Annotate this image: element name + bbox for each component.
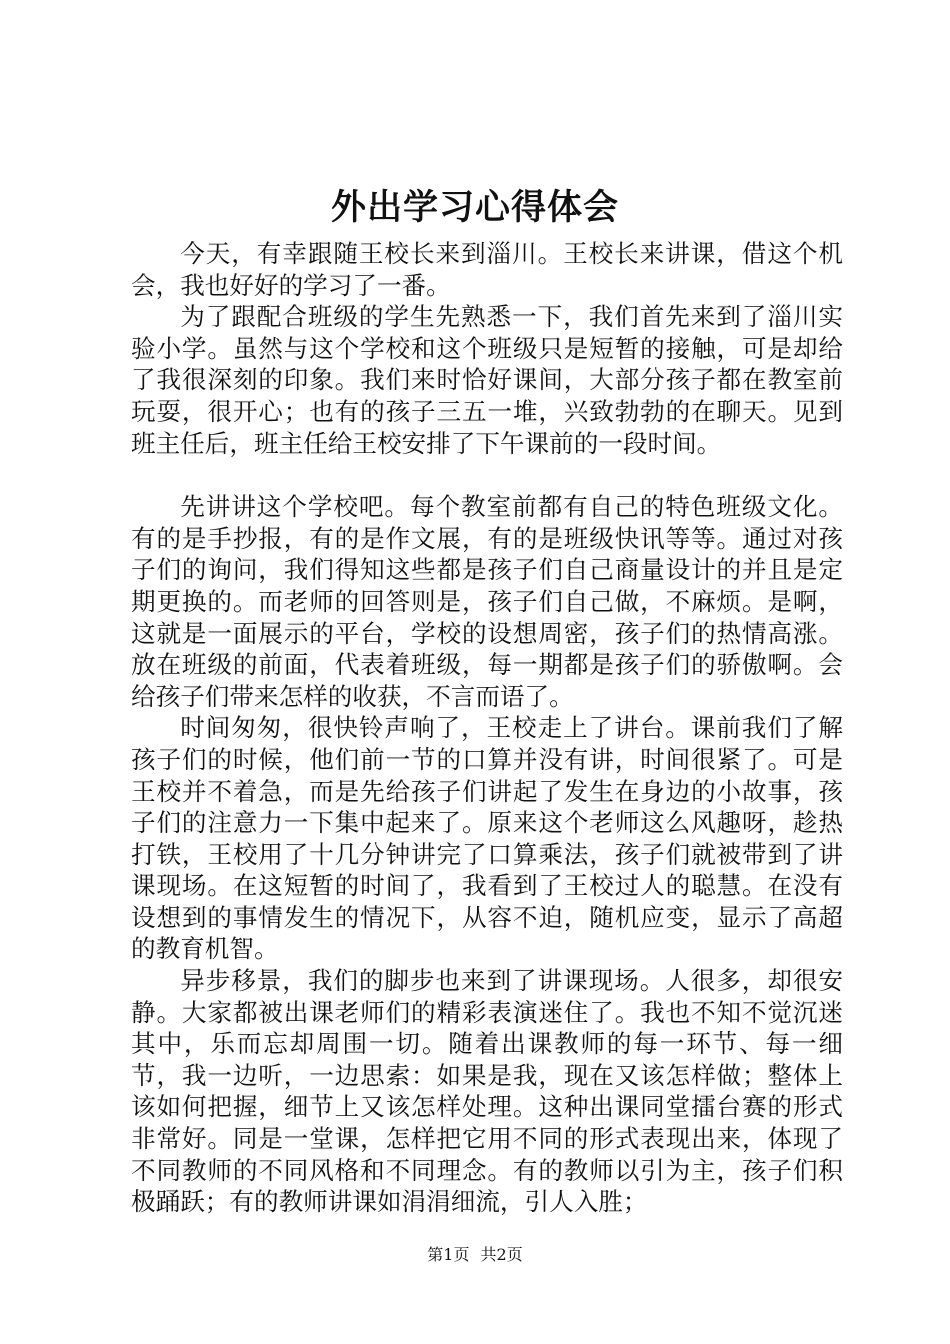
- paragraph: 异步移景，我们的脚步也来到了讲课现场。人很多，却很安静。大家都被出课老师们的精彩表演迷住了。我也不知不觉沉迷其中，乐而忘却周围一切。随着出课教师的每一环节、每一细节，我一边听，一边思索：如果是我，现在又该怎样做；整体上该如何把握，细节上又该怎样处理。这种出课同堂擂台赛的形式非常好。同是一堂课，怎样把它用不同的形式表现出来，体现了不同教师的不同风格和不同理念。有的教师以引为主，孩子们积极踊跃；有的教师讲课如涓涓细流，引人入胜；: [131, 966, 843, 1217]
- page-number-total: 共2页: [480, 1245, 523, 1264]
- paragraph: 为了跟配合班级的学生先熟悉一下，我们首先来到了淄川实验小学。虽然与这个学校和这个班级只是短暂的接触，可是却给了我很深刻的印象。我们来时恰好课间，大部分孩子都在教室前玩耍，很开心；也有的孩子三五一堆，兴致勃勃的在聊天。见到班主任后，班主任给王校安排了下午课前的一段时间。: [131, 302, 843, 458]
- document-body: [131, 238, 843, 1218]
- paragraph: 时间匆匆，很快铃声响了，王校走上了讲台。课前我们了解孩子们的时候，他们前一节的口算并没有讲，时间很紧了。可是王校并不着急，而是先给孩子们讲起了发生在身边的小故事，孩子们的注意力一下集中起来了。原来这个老师这么风趣呀，趁热打铁，王校用了十几分钟讲完了口算乘法，孩子们就被带到了讲课现场。在这短暂的时间了，我看到了王校过人的聪慧。在没有设想到的事情发生的情况下，从容不迫，随机应变，显示了高超的教育机智。: [131, 713, 843, 964]
- page-number-current: 第1页: [427, 1245, 470, 1264]
- paragraph: 今天，有幸跟随王校长来到淄川。王校长来讲课，借这个机会，我也好好的学习了一番。: [131, 239, 843, 300]
- paragraph: 先讲讲这个学校吧。每个教室前都有自己的特色班级文化。有的是手抄报，有的是作文展，有的是班级快讯等等。通过对孩子们的询问，我们得知这些都是孩子们自己商量设计的并且是定期更换的。而老师的回答则是，孩子们自己做，不麻烦。是啊，这就是一面展示的平台，学校的设想周密，孩子们的热情高涨。放在班级的前面，代表着班级，每一期都是孩子们的骄傲啊。会给孩子们带来怎样的收获，不言而语了。: [131, 492, 843, 711]
- page-footer: [0, 1244, 950, 1266]
- document-title: 外出学习心得体会: [330, 187, 619, 228]
